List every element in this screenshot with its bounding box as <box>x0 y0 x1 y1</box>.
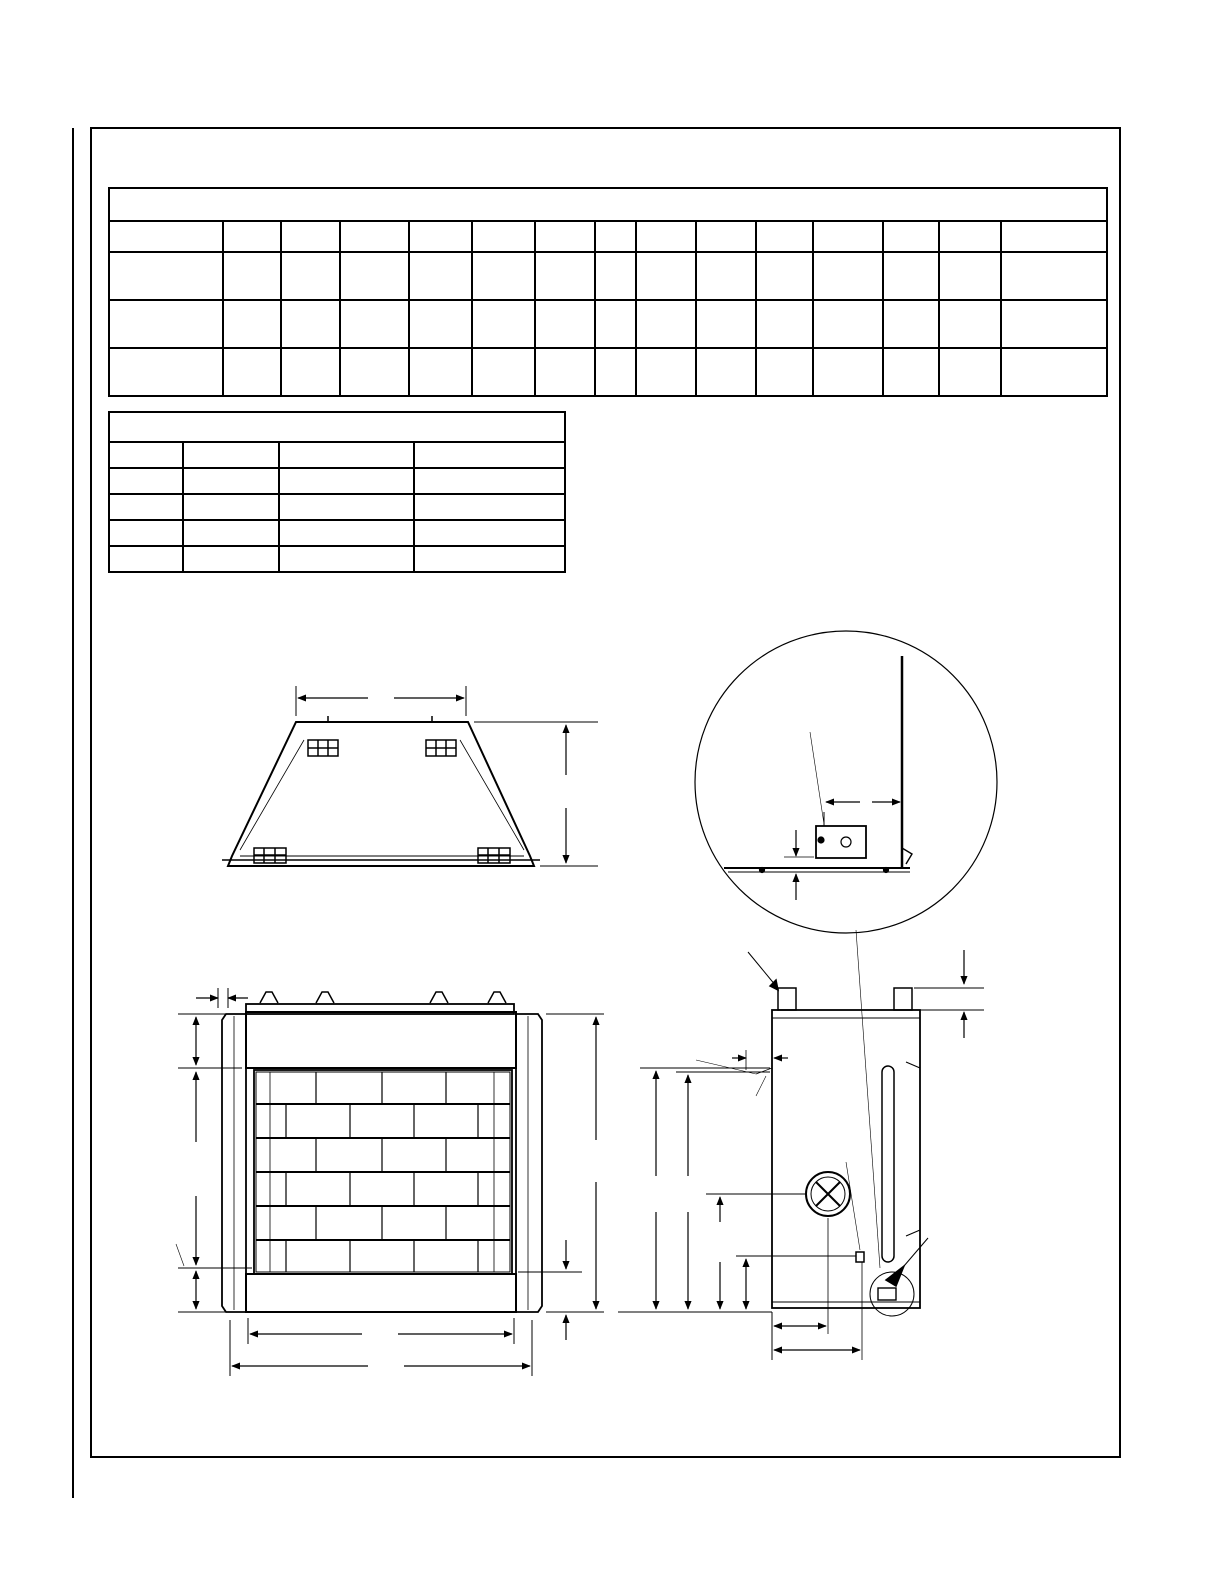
top-vent-left <box>308 740 338 756</box>
front-view-drawing <box>176 988 604 1376</box>
firebrick-pattern <box>256 1072 510 1272</box>
detail-view-drawing <box>695 631 997 933</box>
top-view-drawing <box>222 686 598 866</box>
side-view-drawing <box>618 930 984 1360</box>
fan-blower <box>806 1172 850 1216</box>
top-vent-right <box>426 740 456 756</box>
